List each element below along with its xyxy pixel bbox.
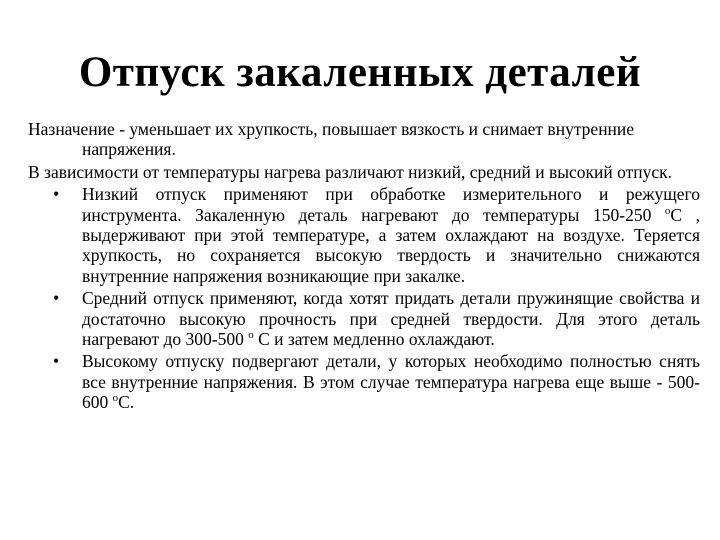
slide-content [28,119,700,415]
bullet-low-tempering [28,184,700,286]
degree-superscript: о [664,204,671,217]
degree-superscript: о [248,329,254,342]
paragraph-classification: В зависимости от температуры нагрева различают низкий, средний и высокий отпуск. [28,161,673,182]
bullet-text-part: Средний отпуск применяют, когда хотят придать детали пружинящие свойства и достаточно высокую прочность при средней твердости. Для этого деталь нагревают до 300-500 [82,288,700,350]
bullet-medium-tempering [28,288,700,349]
bullet-marker: • [53,184,60,205]
slide-title: Отпуск закаленных деталей [78,49,642,96]
bullet-marker: • [53,351,60,372]
degree-superscript: о [112,392,119,405]
bullet-text-part: Низкий отпуск применяют при обработке измерительного и режущего инструмента. Закаленную деталь нагревают до температуры 150-250 [82,184,700,225]
bullet-text-part: С , выдерживают при этой температуре, а затем охлаждают на воздухе. Теряется хрупкость, но сохраняется высокую твердость и значительно снижаются внутренние напряжения возникающие при закалке. [82,204,700,286]
bullet-high-tempering [28,351,700,412]
bullet-text-part: С. [118,392,135,413]
bullet-text-part: Высокому отпуску подвергают детали, у которых необходимо полностью снять все внутренние напряжения. В этом случае температура нагрева еще выше - 500-600 [82,351,700,413]
bullet-marker: • [53,288,60,309]
paragraph-purpose: Назначение - уменьшает их хрупкость, повышает вязкость и снимает внутренние напряжения. [28,119,635,160]
bullet-text-part: С и затем медленно охлаждают. [253,329,495,350]
